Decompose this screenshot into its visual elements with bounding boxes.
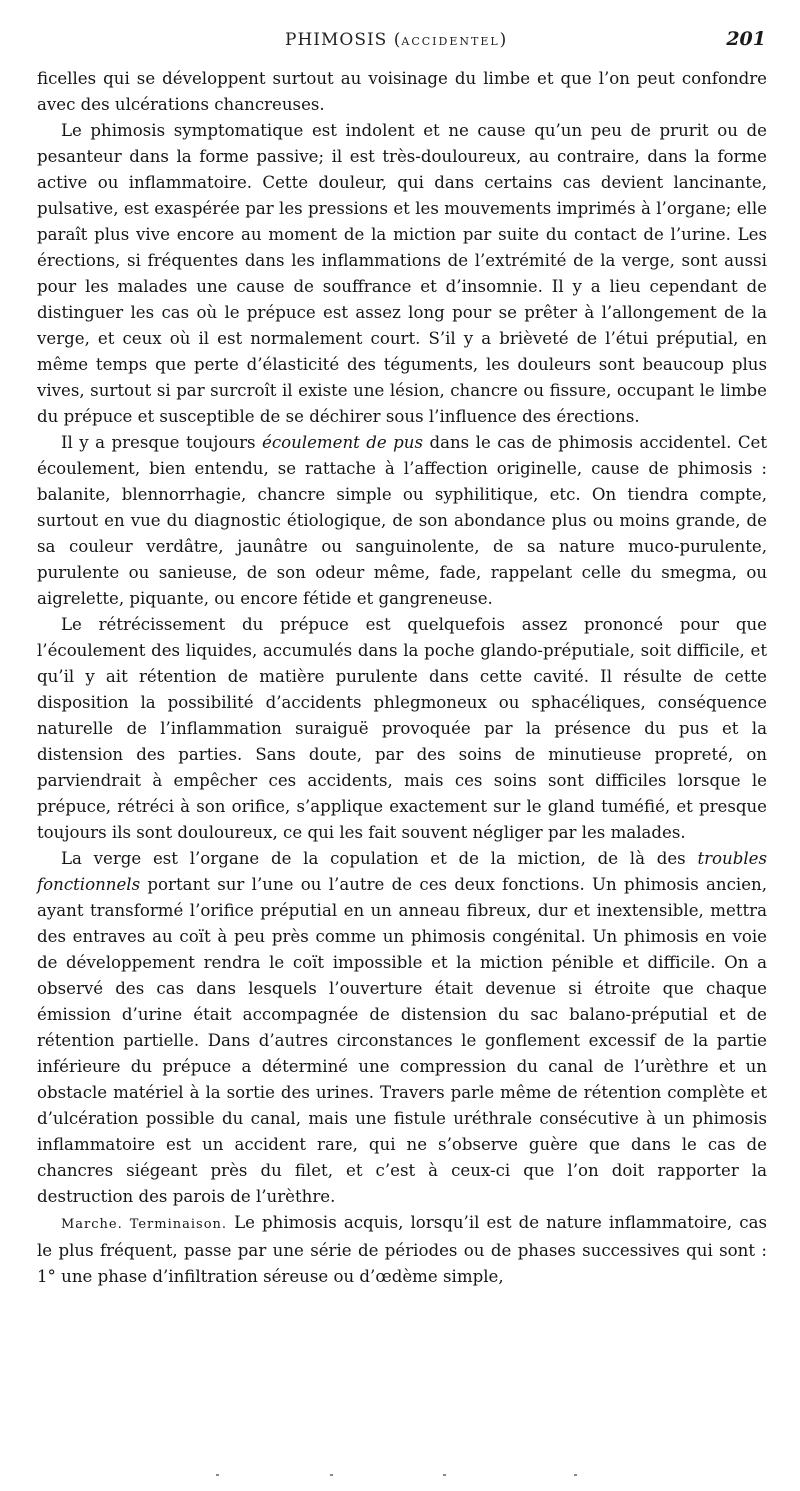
footer-mark: [574, 1474, 577, 1476]
running-head: [0, 30, 800, 58]
footer-printing-marks: [0, 1474, 800, 1480]
paragraph-discharge: [37, 430, 767, 612]
running-title: [285, 30, 507, 50]
paragraph-symptoms: Le phimosis symptomatique est indolent et ne cause qu’un peu de prurit ou de pesanteur dans la forme passive; il est très-douloureux, au contraire, dans la forme active ou inflammatoire. Cette douleur, qui dans certains cas devient lancinante, pulsative, est exaspérée par les pressions et les mouvements imprimés à l’organe; elle paraît plus vive encore au moment de la miction par suite du contact de l’urine. Les érections, si fréquentes dans les inflammations de l’extrémité de la verge, sont aussi pour les malades une cause de souffrance et d’insomnie. Il y a lieu cependant de distinguer les cas où le prépuce est assez long pour se prêter à l’allongement de la verge, et ceux où il est normalement court. S’il y a brièveté de l’étui préputial, en même temps que perte d’élasticité des téguments, les douleurs sont beaucoup plus vives, surtout si par surcroît il existe une lésion, chancre ou fissure, occupant le limbe du prépuce et susceptible de se déchirer sous l’influence des érections.: [37, 121, 767, 426]
footer-mark: [443, 1474, 446, 1476]
running-title-main: PHIMOSIS: [285, 30, 388, 50]
paragraph-continuation: ficelles qui se développent surtout au voisinage du limbe et que l’on peut confondre avec des ulcérations chancreuses.: [37, 69, 767, 114]
page-number: 201: [726, 28, 766, 50]
paragraph-narrowing: Le rétrécissement du prépuce est quelquefois assez prononcé pour que l’écoulement des liquides, accumulés dans la poche glando-préputiale, soit difficile, et qu’il y ait rétention de matière purulente dans cette cavité. Il résulte de cette disposition la possibilité d’accidents phlegmoneux ou sphacéliques, conséquence naturelle de l’inflammation suraiguë provoquée par la présence du pus et la distension des parties. Sans doute, par des soins de minutieuse propreté, on parviendrait à empêcher ces accidents, mais ces soins sont difficiles lorsque le prépuce, rétréci à son orifice, s’applique exactement sur le gland tuméfié, et presque toujours ils sont douloureux, ce qui les fait souvent négliger par les malades.: [37, 615, 767, 842]
paragraph-discharge-rest: dans le cas de phimosis accidentel. Cet écoulement, bien entendu, se rattache à l’affection originelle, cause de phimosis : balanite, blennorrhagie, chancre simple ou syphilitique, etc. On tiendra compte, surtout en vue du diagnostic étiologique, de son abondance plus ou moins grande, de sa couleur verdâtre, jaunâtre ou sanguinolente, de sa nature muco-purulente, purulente ou sanieuse, de son odeur même, fade, rappelant celle du smegma, ou aigrelette, piquante, ou encore fétide et gangreneuse.: [37, 433, 767, 608]
emphasis-functional-troubles: troubles fonctionnels: [37, 849, 767, 894]
running-title-paren-open: (: [393, 30, 402, 50]
paragraph-discharge-lead: Il y a presque toujours: [61, 433, 263, 452]
running-title-paren-close: ): [499, 30, 508, 50]
paragraph-course-text: Le phimosis acquis, lorsqu’il est de nature inflammatoire, cas le plus fréquent, passe par une série de périodes ou de phases successives qui sont : 1° une phase d’infiltration séreuse ou d’œdème simple,: [37, 1213, 767, 1286]
footer-mark: [216, 1474, 219, 1476]
emphasis-discharge: écoulement de pus: [262, 433, 424, 452]
section-heading-marche: Marche. Terminaison.: [61, 1217, 228, 1232]
paragraph-functional-rest: portant sur l’une ou l’autre de ces deux fonctions. Un phimosis ancien, ayant transformé l’orifice préputial en un anneau fibreux, dur et inextensible, mettra des entraves au coït à peu près comme un phimosis congénital. Un phimosis en voie de développement rendra le coït impossible et la miction pénible et difficile. On a observé des cas dans lesquels l’ouverture était devenue si étroite que chaque émission d’urine était accompagnée de distension du sac balano-préputial et de rétention partielle. Dans d’autres circonstances le gonflement excessif de la partie inférieure du prépuce a déterminé une compression du canal de l’urèthre et un obstacle matériel à la sortie des urines. Travers parle même de rétention complète et d’ulcération possible du canal, mais une fistule uréthrale consécutive à un phimosis inflammatoire est un accident rare, qui ne s’observe guère que dans le cas de chancres siégeant près du filet, et c’est à ceux-ci que l’on doit rapporter la destruction des parois de l’urèthre.: [37, 875, 767, 1206]
paragraph-functional-troubles: [37, 846, 767, 1210]
running-title-subtitle: ACCIDENTEL: [401, 35, 500, 48]
paragraph-functional-lead: La verge est l’organe de la copulation et de la miction, de là des: [61, 849, 698, 868]
body-text: [37, 66, 767, 1290]
paragraph-course: [37, 1210, 767, 1290]
footer-mark: [330, 1474, 333, 1476]
